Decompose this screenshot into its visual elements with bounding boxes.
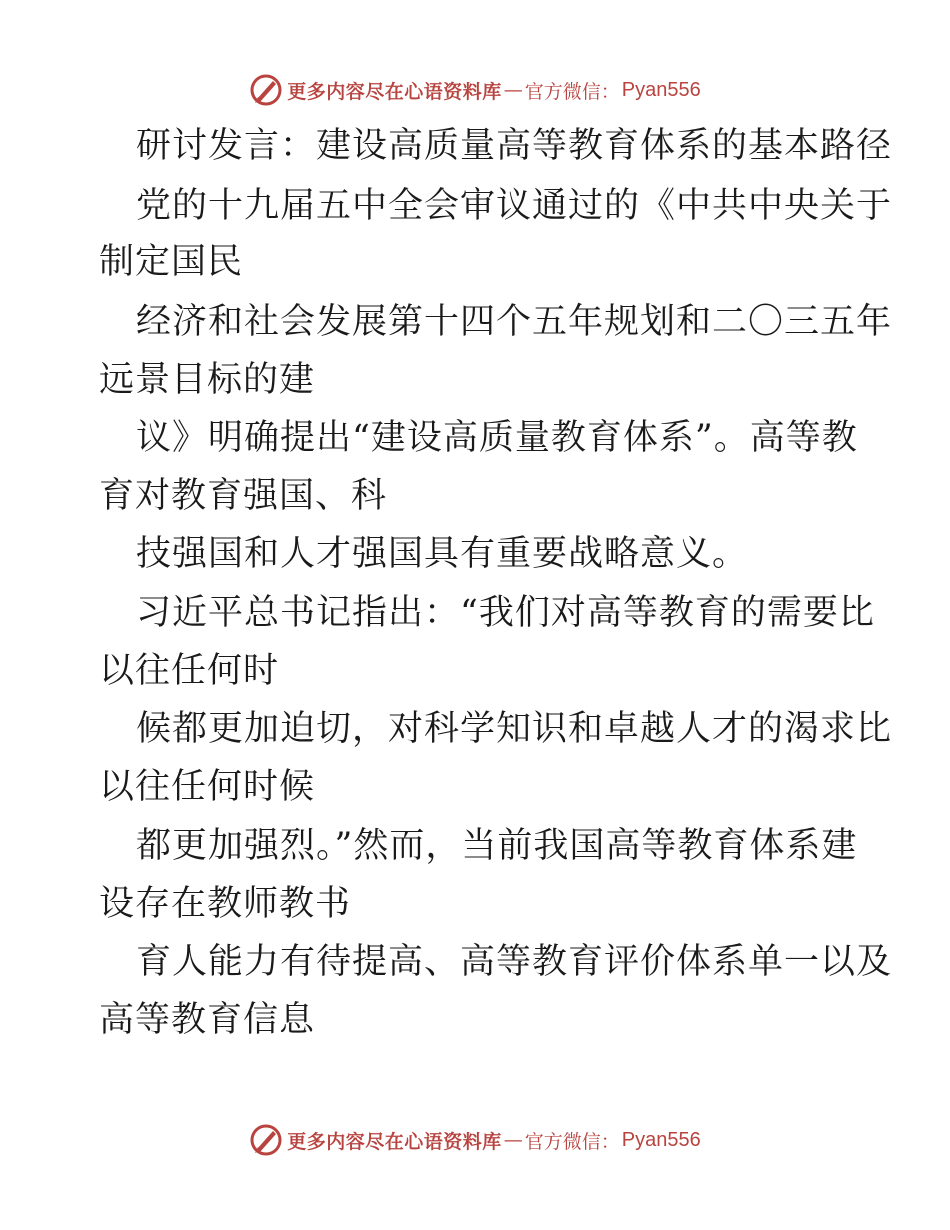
paragraph-line: 技强国和人才强国具有重要战略意义。 [136, 534, 749, 574]
paragraph-line: 党的十九届五中全会审议通过的《中共中央关于 [136, 186, 893, 226]
watermark-dash: — [503, 79, 523, 101]
paragraph-line: 育人能力有待提高、高等教育评价体系单一以及 [136, 942, 893, 982]
paragraph-line: 议》明确提出“建设高质量教育体系”。高等教 [136, 418, 858, 458]
header-watermark [0, 70, 950, 110]
logo-icon [249, 1123, 283, 1157]
document-title: 研讨发言：建设高质量高等教育体系的基本路径 [136, 126, 893, 166]
paragraph-line: 设存在教师教书 [99, 884, 352, 924]
wechat-label: 官方微信： [524, 1130, 620, 1153]
watermark-text: 更多内容尽在心语资料库 [287, 1130, 502, 1153]
paragraph-line: 候都更加迫切，对科学知识和卓越人才的渴求比 [136, 709, 893, 749]
logo-icon [249, 73, 283, 107]
wechat-id: Pyan556 [621, 1128, 701, 1151]
wechat-label: 官方微信： [524, 80, 620, 103]
paragraph-line: 育对教育强国、科 [99, 476, 388, 516]
paragraph-line: 都更加强烈。”然而，当前我国高等教育体系建 [136, 826, 858, 866]
paragraph-line: 以往任何时 [99, 651, 280, 691]
paragraph-line: 制定国民 [99, 242, 244, 282]
paragraph-line: 以往任何时候 [99, 767, 316, 807]
watermark-dash: — [503, 1129, 523, 1151]
watermark-text: 更多内容尽在心语资料库 [287, 80, 502, 103]
paragraph-line: 经济和社会发展第十四个五年规划和二〇三五年 [136, 302, 893, 342]
paragraph-line: 习近平总书记指出：“我们对高等教育的需要比 [136, 593, 875, 633]
paragraph-line: 远景目标的建 [99, 360, 316, 400]
footer-watermark [0, 1120, 950, 1160]
paragraph-line: 高等教育信息 [99, 1000, 316, 1040]
wechat-id: Pyan556 [621, 78, 701, 101]
